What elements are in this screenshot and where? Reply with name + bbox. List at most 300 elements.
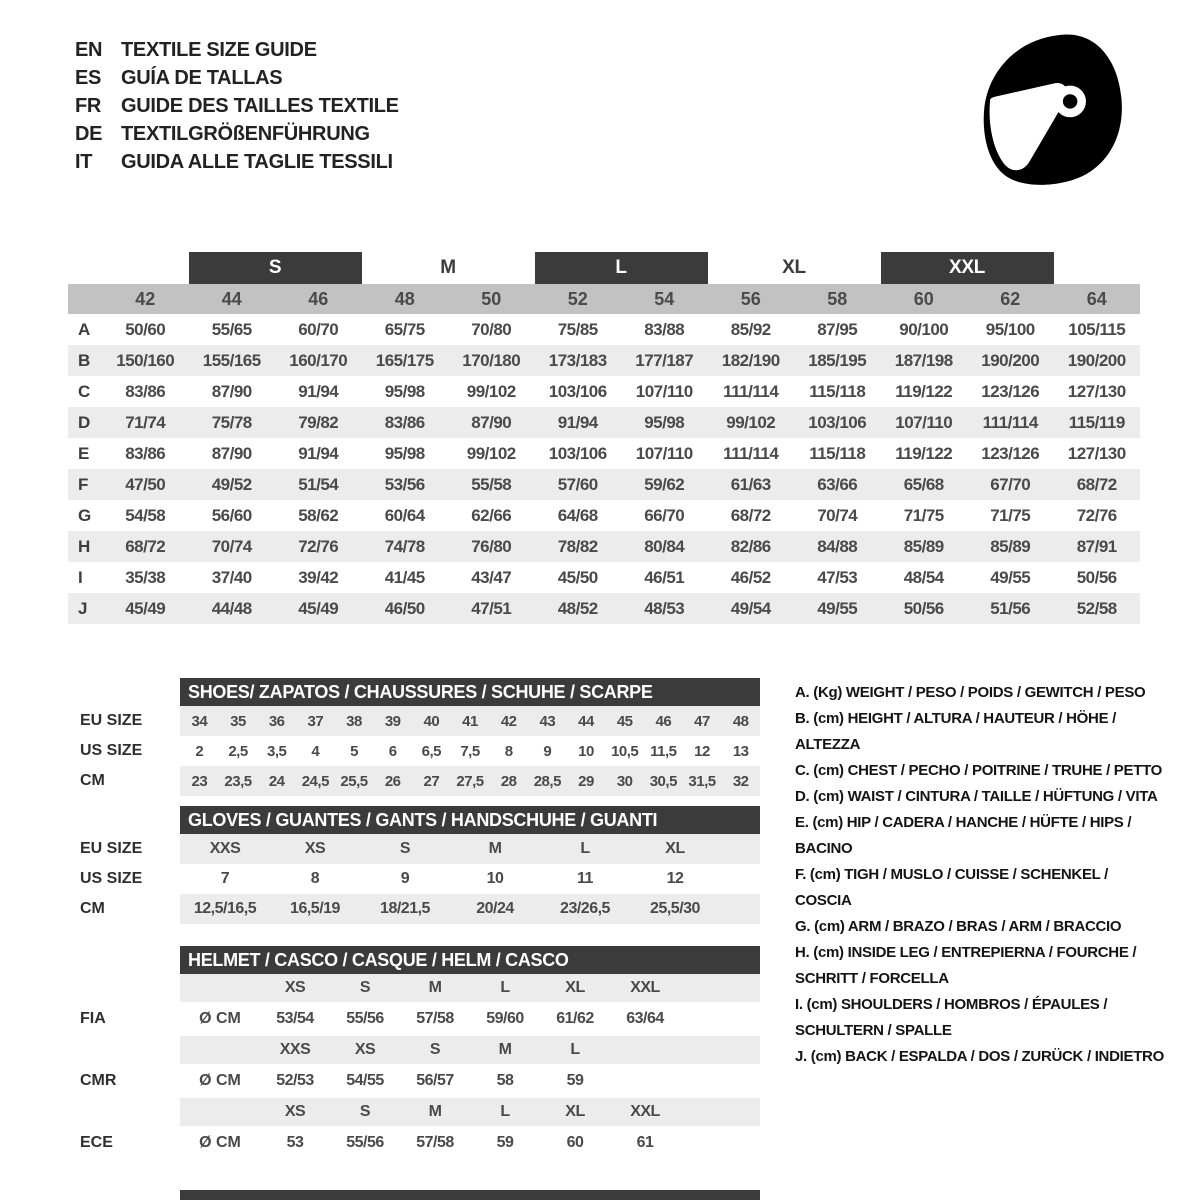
measurement-cell: 64/68	[557, 505, 598, 525]
measurement-cell: 82/86	[730, 536, 771, 556]
measurement-cell: 45/50	[557, 567, 598, 587]
size-column-header: 58	[827, 288, 848, 309]
measurement-cell: 56/60	[211, 505, 252, 525]
shoe-size-cell: 30	[616, 772, 633, 790]
helmet-value-cell: 61/62	[556, 1010, 594, 1027]
language-code: EN	[75, 39, 103, 61]
language-title: GUIDA ALLE TAGLIE TESSILI	[121, 151, 393, 173]
legend-line: F. (cm) TIGH / MUSLO / CUISSE / SCHENKEL / COSCIA	[795, 866, 1108, 909]
measurement-cell: 68/72	[125, 536, 166, 556]
legend-line: H. (cm) INSIDE LEG / ENTREPIERNA / FOURCHE / SCHRITT / FORCELLA	[795, 944, 1137, 987]
shoe-size-cell: 8	[504, 742, 513, 760]
helmet-standard	[80, 974, 760, 1036]
shoe-size-cell: 43	[539, 712, 556, 730]
helmet-size-header-cell: S	[429, 1041, 441, 1058]
row-values	[102, 438, 1140, 469]
measurement-cell: 70/74	[817, 505, 858, 525]
helmet-size-header-cell: XS	[284, 1103, 306, 1120]
helmet-section-title: HELMET / CASCO / CASQUE / HELM / CASCO	[180, 946, 760, 974]
measurement-cell: 50/60	[125, 319, 166, 339]
shoes-row-values	[180, 766, 760, 796]
measurement-cell: 85/92	[730, 319, 771, 339]
measurement-cell: 43/47	[471, 567, 512, 587]
measurement-cell: 83/86	[125, 443, 166, 463]
measurement-row	[68, 469, 1140, 500]
shoe-size-cell: 40	[423, 712, 440, 730]
helmet-standard	[80, 1098, 760, 1160]
measurement-cell: 61/63	[730, 474, 771, 494]
shoes-row	[80, 736, 760, 766]
measurement-cell: 83/86	[384, 412, 425, 432]
legend-line: D. (cm) WAIST / CINTURA / TAILLE / HÜFTUNG / VITA	[795, 788, 1158, 805]
helmet-size-header-cell: M	[428, 1103, 442, 1120]
helmet-value-cell: 56/57	[416, 1072, 454, 1089]
measurement-row	[68, 562, 1140, 593]
size-column-header: 50	[481, 288, 502, 309]
measurement-cell: 60/64	[384, 505, 425, 525]
measurement-cell: 111/114	[982, 412, 1038, 432]
legend-line: J. (cm) BACK / ESPALDA / DOS / ZURÜCK / INDIETRO	[795, 1048, 1164, 1065]
measurement-cell: 95/100	[985, 319, 1035, 339]
helmet-size-header-cell: L	[570, 1041, 580, 1058]
shoe-size-cell: 38	[346, 712, 362, 730]
shoe-size-cell: 6,5	[421, 742, 441, 760]
size-column-header-row	[68, 284, 1140, 314]
gloves-row	[80, 864, 760, 894]
size-column-header: 60	[913, 288, 934, 309]
legend-line: C. (cm) CHEST / PECHO / POITRINE / TRUHE / PETTO	[795, 762, 1163, 779]
legend-line: B. (cm) HEIGHT / ALTURA / HAUTEUR / HÖHE / ALTEZZA	[795, 710, 1117, 753]
shoe-size-cell: 27,5	[456, 772, 484, 790]
glove-size-cell: 11	[577, 870, 593, 887]
measurement-row	[68, 407, 1140, 438]
shoe-size-cell: 7,5	[460, 742, 480, 760]
shoe-size-cell: 10	[578, 742, 594, 760]
glove-size-cell: XL	[665, 840, 685, 857]
measurement-cell: 39/42	[298, 567, 339, 587]
measurement-cell: 48/53	[644, 598, 685, 618]
measurement-cell: 60/70	[298, 319, 339, 339]
language-list	[75, 36, 399, 176]
language-row	[75, 92, 399, 120]
helmet-unit: Ø CM	[199, 1134, 241, 1151]
measurement-cell: 49/55	[817, 598, 858, 618]
shoe-size-cell: 31,5	[688, 772, 716, 790]
measurement-row	[68, 593, 1140, 624]
size-column-header: 54	[654, 288, 675, 309]
shoe-size-cell: 28,5	[533, 772, 561, 790]
measurement-cell: 75/85	[557, 319, 598, 339]
gloves-rows	[80, 834, 760, 924]
measurement-cell: 71/75	[903, 505, 944, 525]
measurement-cell: 119/122	[895, 381, 953, 401]
glove-size-cell: 23/26,5	[560, 900, 610, 917]
helmet-size-header-cell: L	[500, 1103, 510, 1120]
row-values	[102, 562, 1140, 593]
helmet-value-cell: 54/55	[346, 1072, 384, 1089]
measurement-cell: 155/165	[202, 350, 261, 370]
measurement-cell: 52/58	[1076, 598, 1117, 618]
helmet-size-header-cell: XS	[354, 1041, 376, 1058]
helmet-unit: Ø CM	[199, 1072, 241, 1089]
size-column-header: 52	[567, 288, 588, 309]
measurement-cell: 95/98	[644, 412, 685, 432]
measurement-cell: 68/72	[730, 505, 771, 525]
measurement-cell: 127/130	[1067, 381, 1126, 401]
legend-line: E. (cm) HIP / CADERA / HANCHE / HÜFTE / HIPS / BACINO	[795, 814, 1132, 857]
measurement-cell: 107/110	[635, 381, 693, 401]
measurement-cell: 127/130	[1067, 443, 1126, 463]
helmet-value-cell: 55/56	[346, 1010, 384, 1027]
row-letter: D	[78, 412, 91, 432]
gloves-row-values	[180, 834, 760, 864]
row-label: CM	[80, 900, 105, 917]
measurement-cell: 71/74	[125, 412, 166, 432]
measurement-cell: 87/90	[211, 381, 252, 401]
helmet-value-cell: 55/56	[346, 1134, 384, 1151]
shoe-size-cell: 28	[500, 772, 517, 790]
glove-size-cell: 8	[310, 870, 320, 887]
glove-size-cell: 12	[666, 870, 684, 887]
measurement-cell: 50/56	[1076, 567, 1117, 587]
helmet-value-cell: 57/58	[416, 1010, 454, 1027]
language-row	[75, 36, 399, 64]
measurement-cell: 65/75	[384, 319, 425, 339]
language-title: TEXTILE SIZE GUIDE	[121, 39, 317, 61]
measurement-cell: 99/102	[466, 443, 516, 463]
measurement-cell: 51/56	[990, 598, 1031, 618]
shoe-size-cell: 32	[732, 772, 749, 790]
shoe-size-cell: 37	[307, 712, 324, 730]
shoe-size-cell: 29	[578, 772, 594, 790]
measurement-cell: 48/52	[557, 598, 598, 618]
measurement-cell: 115/118	[809, 381, 866, 401]
row-label: EU SIZE	[80, 840, 143, 857]
shoe-size-cell: 6	[388, 742, 397, 760]
measurement-cell: 150/160	[116, 350, 175, 370]
glove-size-cell: 7	[220, 870, 230, 887]
bottom-cutoff-bar	[180, 1190, 760, 1200]
language-code: DE	[75, 123, 103, 145]
shoe-size-cell: 27	[423, 772, 440, 790]
gloves-row-values	[180, 894, 760, 924]
shoes-rows	[80, 706, 760, 796]
measurement-cell: 51/54	[298, 474, 339, 494]
glove-size-cell: 18/21,5	[380, 900, 430, 917]
measurement-rows	[68, 314, 1140, 624]
helmet-value-cell: 52/53	[276, 1072, 314, 1089]
measurement-cell: 103/106	[548, 381, 607, 401]
legend-line: I. (cm) SHOULDERS / HOMBROS / ÉPAULES / SCHULTERN / SPALLE	[795, 996, 1108, 1039]
measurement-cell: 74/78	[384, 536, 425, 556]
measurement-cell: 66/70	[644, 505, 685, 525]
helmet-value-cell: 59	[566, 1072, 584, 1089]
size-column-header: 48	[394, 288, 415, 309]
language-code: ES	[75, 67, 102, 89]
measurement-cell: 84/88	[817, 536, 858, 556]
row-letter: F	[78, 474, 89, 494]
helmet-standards	[80, 974, 760, 1160]
helmet-value-row	[80, 1002, 760, 1036]
gloves-row-values	[180, 864, 760, 894]
measurement-cell: 80/84	[644, 536, 685, 556]
legend-line: A. (Kg) WEIGHT / PESO / POIDS / GEWITCH / PESO	[795, 684, 1146, 701]
row-values	[102, 407, 1140, 438]
measurement-cell: 71/75	[990, 505, 1031, 525]
helmet-value-cell: 59	[496, 1134, 514, 1151]
shoe-size-cell: 13	[732, 742, 749, 760]
row-values	[102, 500, 1140, 531]
measurement-cell: 72/76	[1076, 505, 1117, 525]
shoe-size-cell: 24,5	[301, 772, 329, 790]
helmet-value-cell: 53/54	[276, 1010, 314, 1027]
measurement-cell: 107/110	[635, 443, 693, 463]
measurement-cell: 103/106	[548, 443, 607, 463]
size-column-header: 56	[740, 288, 761, 309]
racing-helmet-icon	[972, 28, 1132, 201]
helmet-value-row	[80, 1064, 760, 1098]
glove-size-cell: S	[399, 840, 411, 857]
measurement-row	[68, 314, 1140, 345]
measurement-cell: 190/200	[1067, 350, 1126, 370]
measurement-row	[68, 376, 1140, 407]
shoe-size-cell: 3,5	[266, 742, 287, 760]
size-group-label: XL	[782, 257, 806, 278]
helmet-value-cell: 58	[496, 1072, 514, 1089]
measurement-cell: 75/78	[211, 412, 252, 432]
measurement-cell: 170/180	[462, 350, 521, 370]
shoe-size-cell: 12	[694, 742, 710, 760]
size-group-label: XXL	[881, 252, 1054, 284]
helmet-value-cell: 59/60	[486, 1010, 524, 1027]
measurement-cell: 111/114	[723, 443, 779, 463]
shoe-size-cell: 9	[543, 742, 552, 760]
size-group-label: M	[440, 257, 456, 278]
shoe-size-cell: 45	[616, 712, 633, 730]
shoe-size-cell: 5	[350, 742, 358, 760]
shoe-size-cell: 23	[191, 772, 208, 790]
measurement-cell: 46/52	[730, 567, 771, 587]
glove-size-cell: XS	[304, 840, 326, 857]
measurement-cell: 49/54	[730, 598, 771, 618]
language-code: FR	[75, 95, 102, 117]
measurement-cell: 99/102	[466, 381, 516, 401]
measurement-cell: 76/80	[471, 536, 512, 556]
measurement-cell: 65/68	[903, 474, 944, 494]
shoe-size-cell: 34	[191, 712, 208, 730]
row-values	[102, 345, 1140, 376]
measurement-cell: 85/89	[990, 536, 1031, 556]
measurement-cell: 47/53	[817, 567, 858, 587]
row-values	[102, 469, 1140, 500]
helmet-size-header-cell: M	[498, 1041, 512, 1058]
measurement-row	[68, 345, 1140, 376]
measurement-cell: 91/94	[298, 381, 339, 401]
row-values	[102, 593, 1140, 624]
measurement-cell: 79/82	[298, 412, 339, 432]
shoe-size-cell: 23,5	[224, 772, 252, 790]
measurement-cell: 83/88	[644, 319, 685, 339]
helmet-size-header-cell: XXS	[279, 1041, 311, 1058]
row-letter: H	[78, 536, 91, 556]
shoe-size-cell: 2	[195, 742, 204, 760]
size-column-header: 62	[1000, 288, 1021, 309]
measurement-cell: 55/65	[211, 319, 252, 339]
language-code: IT	[75, 151, 93, 173]
measurement-cell: 103/106	[808, 412, 867, 432]
helmet-size-header-cell: XL	[565, 979, 585, 996]
glove-size-cell: 9	[400, 870, 410, 887]
measurement-cell: 123/126	[981, 443, 1040, 463]
measurement-cell: 70/80	[471, 319, 512, 339]
measurement-cell: 63/66	[817, 474, 858, 494]
helmet-unit: Ø CM	[199, 1010, 241, 1027]
measurement-cell: 62/66	[471, 505, 512, 525]
measurement-cell: 87/95	[817, 319, 858, 339]
measurement-cell: 47/51	[471, 598, 512, 618]
shoes-section	[80, 678, 760, 796]
glove-size-cell: 20/24	[476, 900, 514, 917]
shoes-row-values	[180, 736, 760, 766]
helmet-size-header-cell: XXL	[630, 979, 660, 996]
measurement-cell: 160/170	[289, 350, 348, 370]
shoe-size-cell: 2,5	[228, 742, 248, 760]
measurement-cell: 57/60	[557, 474, 598, 494]
helmet-size-header-cell: XS	[284, 979, 306, 996]
measurement-cell: 99/102	[726, 412, 776, 432]
row-label: EU SIZE	[80, 712, 143, 729]
gloves-section	[80, 806, 760, 924]
helmet-size-header-cell: XXL	[630, 1103, 660, 1120]
measurement-cell: 47/50	[125, 474, 166, 494]
measurement-cell: 95/98	[384, 443, 425, 463]
gloves-row	[80, 834, 760, 864]
glove-size-cell: 16,5/19	[290, 900, 340, 917]
legend-line: G. (cm) ARM / BRAZO / BRAS / ARM / BRACCIO	[795, 918, 1122, 935]
measurement-cell: 90/100	[899, 319, 949, 339]
textile-size-table	[68, 252, 1140, 624]
gloves-section-title: GLOVES / GUANTES / GANTS / HANDSCHUHE / GUANTI	[180, 806, 760, 834]
measurement-row	[68, 531, 1140, 562]
row-letter: J	[78, 598, 88, 618]
measurement-cell: 182/190	[721, 350, 780, 370]
row-values	[102, 376, 1140, 407]
measurement-row	[68, 438, 1140, 469]
language-title: TEXTILGRÖßENFÜHRUNG	[121, 123, 370, 145]
row-values	[102, 314, 1140, 345]
language-row	[75, 120, 399, 148]
size-group-row	[68, 252, 1140, 284]
row-letter: E	[78, 443, 90, 463]
row-letter: I	[78, 567, 83, 587]
language-title: GUIDE DES TAILLES TEXTILE	[121, 95, 399, 117]
glove-size-cell: L	[580, 840, 590, 857]
measurement-cell: 177/187	[635, 350, 694, 370]
measurement-cell: 44/48	[211, 598, 252, 618]
measurement-cell: 45/49	[298, 598, 339, 618]
helmet-size-header-row	[180, 1036, 760, 1064]
size-column-header: 42	[135, 288, 156, 309]
helmet-size-header-cell: M	[428, 979, 442, 996]
measurement-cell: 68/72	[1076, 474, 1117, 494]
row-letter: A	[78, 319, 91, 339]
shoe-size-cell: 30,5	[649, 772, 677, 790]
measurement-cell: 95/98	[384, 381, 425, 401]
measurement-cell: 87/90	[211, 443, 252, 463]
size-group-label: S	[189, 252, 362, 284]
gloves-row	[80, 894, 760, 924]
helmet-value-row	[80, 1126, 760, 1160]
measurement-cell: 173/183	[548, 350, 607, 370]
shoe-size-cell: 25,5	[340, 772, 368, 790]
measurement-cell: 35/38	[125, 567, 166, 587]
measurement-cell: 50/56	[903, 598, 944, 618]
row-values	[102, 531, 1140, 562]
helmet-value-cell: 53	[286, 1134, 304, 1151]
measurement-cell: 165/175	[375, 350, 434, 370]
shoe-size-cell: 26	[384, 772, 401, 790]
shoe-size-cell: 4	[311, 742, 320, 760]
measurement-cell: 78/82	[557, 536, 598, 556]
measurement-cell: 49/55	[990, 567, 1031, 587]
shoes-section-title: SHOES/ ZAPATOS / CHAUSSURES / SCHUHE / SCARPE	[180, 678, 760, 706]
helmet-size-header-row	[180, 974, 760, 1002]
helmet-size-header-cell: S	[359, 979, 371, 996]
measurement-cell: 72/76	[298, 536, 339, 556]
shoe-size-cell: 24	[268, 772, 285, 790]
measurement-cell: 187/198	[894, 350, 953, 370]
shoes-row-values	[180, 706, 760, 736]
helmet-section	[80, 946, 760, 1160]
row-letter: C	[78, 381, 91, 401]
measurement-cell: 37/40	[211, 567, 252, 587]
glove-size-cell: M	[488, 840, 502, 857]
measurement-cell: 115/118	[809, 443, 866, 463]
size-column-header: 44	[221, 288, 242, 309]
shoe-size-cell: 39	[384, 712, 401, 730]
measurement-row	[68, 500, 1140, 531]
shoe-size-cell: 10,5	[611, 742, 639, 760]
shoe-size-cell: 41	[462, 712, 478, 730]
shoe-size-cell: 48	[732, 712, 749, 730]
glove-size-cell: 25,5/30	[650, 900, 700, 917]
glove-size-cell: 10	[486, 870, 504, 887]
helmet-size-header-cell: XL	[565, 1103, 585, 1120]
shoe-size-cell: 46	[655, 712, 672, 730]
measurement-cell: 123/126	[981, 381, 1040, 401]
helmet-size-header-cell: S	[359, 1103, 371, 1120]
shoe-size-cell: 35	[230, 712, 246, 730]
shoes-row	[80, 766, 760, 796]
measurement-cell: 185/195	[808, 350, 867, 370]
measurement-cell: 91/94	[557, 412, 598, 432]
row-label: CM	[80, 772, 105, 789]
measurement-cell: 67/70	[990, 474, 1031, 494]
row-letter: G	[78, 505, 92, 525]
helmet-value-cell: 61	[636, 1134, 654, 1151]
helmet-value-cell: 60	[566, 1134, 584, 1151]
helmet-standard-label: CMR	[80, 1072, 117, 1089]
helmet-standard-label: FIA	[80, 1010, 106, 1027]
measurement-cell: 70/74	[211, 536, 252, 556]
shoes-row	[80, 706, 760, 736]
measurement-cell: 83/86	[125, 381, 166, 401]
measurement-cell: 53/56	[384, 474, 425, 494]
measurement-cell: 119/122	[895, 443, 953, 463]
glove-size-cell: XXS	[209, 840, 241, 857]
measurement-cell: 59/62	[644, 474, 685, 494]
glove-size-cell: 12,5/16,5	[193, 900, 257, 917]
